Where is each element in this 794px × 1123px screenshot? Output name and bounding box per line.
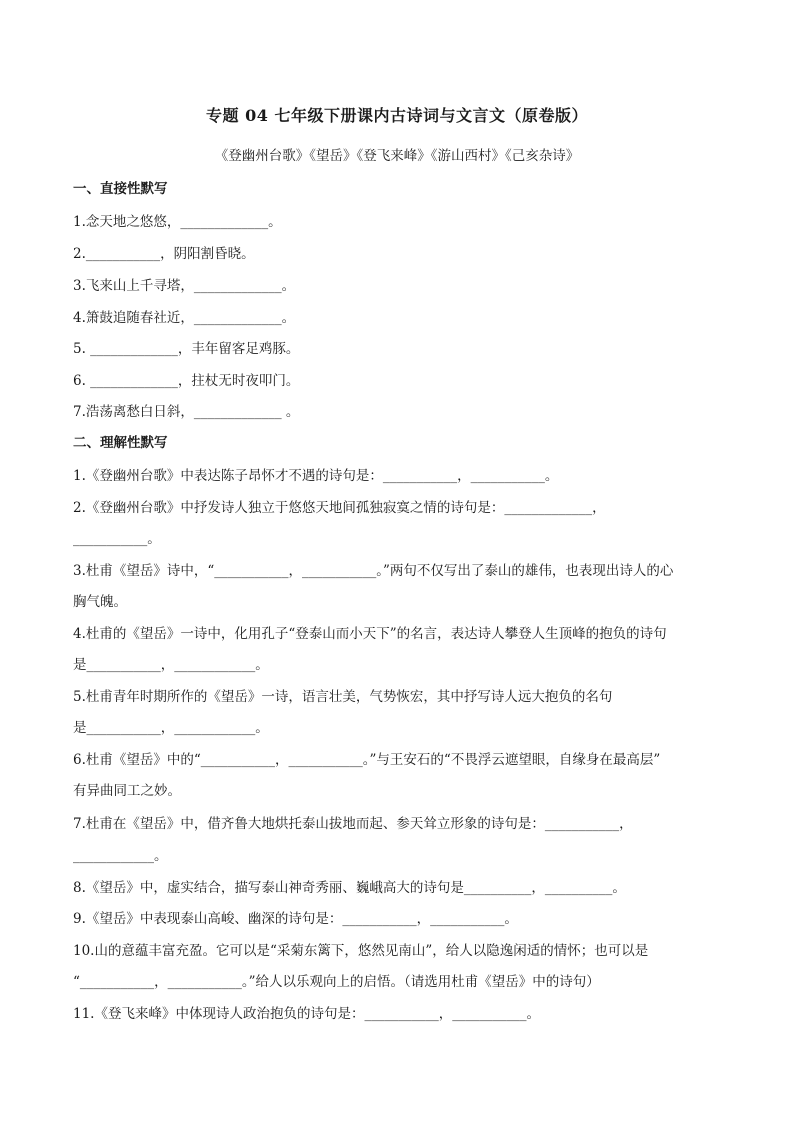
question-line: 胸气魄。 bbox=[73, 594, 127, 610]
question-line: 11.《登飞来峰》中体现诗人政治抱负的诗句是：___________，___________。 bbox=[73, 1006, 540, 1022]
question-line: 4.杜甫的《望岳》一诗中，化用孔子“登泰山而小天下”的名言，表达诗人攀登人生顶峰的抱负的诗句 bbox=[73, 626, 667, 642]
question-line: 6.杜甫《望岳》中的“___________，___________。”与王安石的“不畏浮云遮望眼，自缘身在最高层” bbox=[73, 752, 661, 768]
question-line: “___________，___________。”给人以乐观向上的启悟。（请选用杜甫《望岳》中的诗句） bbox=[73, 974, 600, 990]
question-line: 有异曲同工之妙。 bbox=[73, 783, 181, 799]
question-line: 5. _____________，丰年留客足鸡豚。 bbox=[73, 341, 300, 357]
question-line: 1.《登幽州台歌》中表达陈子昂怀才不遇的诗句是：___________，___________。 bbox=[73, 468, 559, 484]
question-line: 5.杜甫青年时期所作的《望岳》一诗，语言壮美，气势恢宏，其中抒写诗人远大抱负的名句 bbox=[73, 689, 613, 705]
section-heading-direct-recitation: 一、直接性默写 bbox=[73, 181, 168, 197]
question-line: ____________。 bbox=[73, 848, 168, 864]
question-line: 10.山的意蕴丰富充盈。它可以是“采菊东篱下，悠然见南山”，给人以隐逸闲适的情怀；也可以是 bbox=[73, 943, 649, 959]
question-line: 是___________，____________。 bbox=[73, 657, 269, 673]
question-line: ___________。 bbox=[73, 531, 161, 547]
document-title: 专题 04 七年级下册课内古诗词与文言文（原卷版） bbox=[206, 106, 588, 125]
question-line: 2.《登幽州台歌》中抒发诗人独立于悠悠天地间孤独寂寞之情的诗句是：_____________， bbox=[73, 500, 606, 516]
question-line: 7.浩荡离愁白日斜，_____________ 。 bbox=[73, 404, 300, 420]
question-line: 8.《望岳》中，虚实结合，描写泰山神奇秀丽、巍峨高大的诗句是__________，__________。 bbox=[73, 880, 626, 896]
question-line: 2.___________，阴阳割昏晓。 bbox=[73, 246, 255, 262]
section-heading-comprehension-recitation: 二、理解性默写 bbox=[73, 435, 168, 451]
question-line: 是___________，____________。 bbox=[73, 720, 269, 736]
document-subtitle: 《登幽州台歌》《望岳》《登飞来峰》《游山西村》《己亥杂诗》 bbox=[214, 148, 580, 164]
question-line: 4.箫鼓追随春社近，_____________。 bbox=[73, 310, 296, 326]
question-line: 3.飞来山上千寻塔，_____________。 bbox=[73, 278, 296, 294]
question-line: 3.杜甫《望岳》诗中，“___________，___________。”两句不仅写出了泰山的雄伟，也表现出诗人的心 bbox=[73, 563, 674, 579]
question-line: 1.念天地之悠悠，_____________。 bbox=[73, 214, 282, 230]
question-line: 7.杜甫在《望岳》中，借齐鲁大地烘托泰山拔地而起、参天耸立形象的诗句是：___________， bbox=[73, 816, 633, 832]
question-line: 6. _____________，拄杖无时夜叩门。 bbox=[73, 373, 300, 389]
question-line: 9.《望岳》中表现泰山高峻、幽深的诗句是：___________，___________。 bbox=[73, 911, 518, 927]
